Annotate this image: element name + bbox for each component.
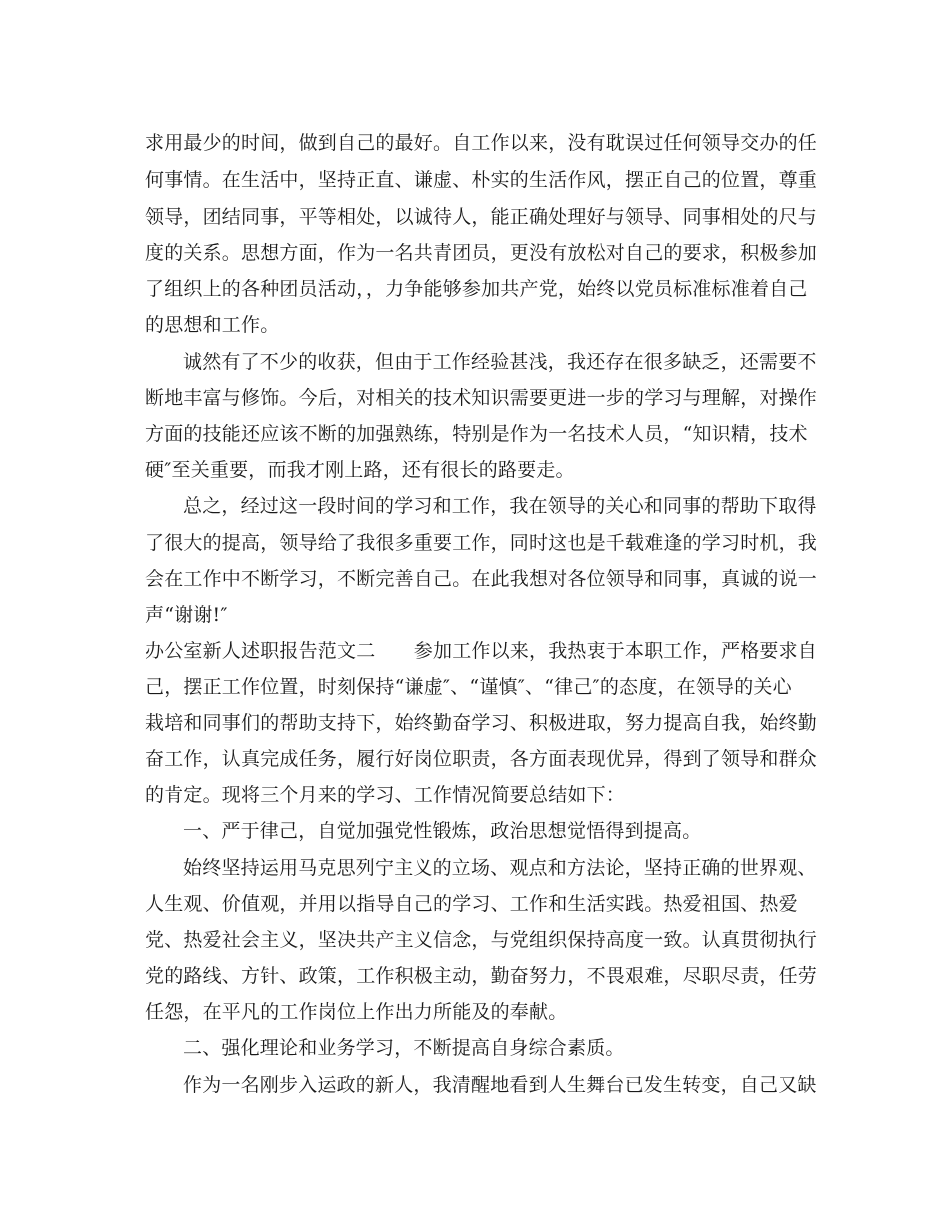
text-line: 的思想和工作。 bbox=[145, 314, 280, 336]
text-line: 声“谢谢!″ bbox=[145, 604, 228, 626]
text-line: 断地丰富与修饰。今后，对相关的技术知识需要更进一步的学习与理解，对操作 bbox=[145, 387, 818, 409]
section-heading-line: 办公室新人述职报告范文二 参加工作以来，我热衷于本职工作，严格要求自 bbox=[145, 640, 818, 662]
paragraph-start-line: 作为一名刚步入运政的新人，我清醒地看到人生舞台已发生转变，自己又缺 bbox=[183, 1074, 817, 1096]
text-line: 硬″至关重要，而我才刚上路，还有很长的路要走。 bbox=[145, 459, 575, 481]
text-line: 何事情。在生活中，坚持正直、谦虚、朴实的生活作风，摆正自己的位置，尊重 bbox=[145, 169, 818, 191]
paragraph-start-line: 诚然有了不少的收获，但由于工作经验甚浅，我还存在很多缺乏，还需要不 bbox=[183, 351, 817, 373]
text-line: 领导，团结同事，平等相处，以诚待人，能正确处理好与领导、同事相处的尺与 bbox=[145, 206, 818, 228]
text-line: 党、热爱社会主义，坚决共产主义信念，与党组织保持高度一致。认真贯彻执行 bbox=[145, 929, 818, 951]
text-line: 己，摆正工作位置，时刻保持“谦虚″、“谨慎″、“律己″的态度，在领导的关心 bbox=[145, 676, 792, 698]
text-line: 度的关系。思想方面，作为一名共青团员，更没有放松对自己的要求，积极参加 bbox=[145, 242, 818, 264]
text-line: 求用最少的时间，做到自己的最好。自工作以来，没有耽误过任何领导交办的任 bbox=[145, 132, 818, 154]
subheading-line: 二、强化理论和业务学习，不断提高自身综合素质。 bbox=[183, 1037, 625, 1059]
text-line: 人生观、价值观，并用以指导自己的学习、工作和生活实践。热爱祖国、热爱 bbox=[145, 893, 798, 915]
text-line: 栽培和同事们的帮助支持下，始终勤奋学习、积极进取，努力提高自我，始终勤 bbox=[145, 712, 818, 734]
text-line: 了组织上的各种团员活动，，力争能够参加共产党，始终以党员标准标准着自己 bbox=[145, 278, 808, 300]
text-line: 党的路线、方针、政策，工作积极主动，勤奋努力，不畏艰难，尽职尽责，任劳 bbox=[145, 965, 818, 987]
text-line: 奋工作，认真完成任务，履行好岗位职责，各方面表现优异，得到了领导和群众 bbox=[145, 748, 818, 770]
text-line: 方面的技能还应该不断的加强熟练，特别是作为一名技术人员，“知识精，技术 bbox=[145, 423, 808, 445]
text-line: 的肯定。现将三个月来的学习、工作情况简要总结如下： bbox=[145, 784, 626, 806]
text-line: 会在工作中不断学习，不断完善自己。在此我想对各位领导和同事，真诚的说一 bbox=[145, 568, 818, 590]
paragraph-start-line: 始终坚持运用马克思列宁主义的立场、观点和方法论，坚持正确的世界观、 bbox=[183, 857, 817, 879]
text-line: 任怨，在平凡的工作岗位上作出力所能及的奉献。 bbox=[145, 1001, 568, 1023]
subheading-line: 一、严于律己，自觉加强党性锻炼，政治思想觉悟得到提高。 bbox=[183, 820, 702, 842]
text-line: 了很大的提高，领导给了我很多重要工作，同时这也是千载难逢的学习时机，我 bbox=[145, 532, 818, 554]
paragraph-start-line: 总之，经过这一段时间的学习和工作，我在领导的关心和同事的帮助下取得 bbox=[183, 495, 817, 517]
